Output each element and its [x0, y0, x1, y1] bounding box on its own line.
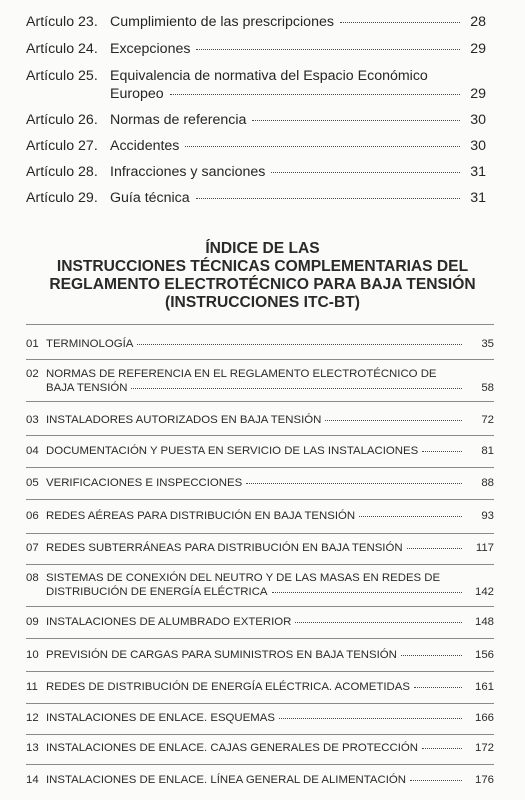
dot-leader — [252, 120, 460, 121]
itc-number: 03 — [26, 414, 39, 426]
divider — [26, 764, 494, 765]
divider — [26, 703, 494, 704]
itc-entry-14[interactable] — [26, 773, 494, 787]
page-number: 35 — [481, 338, 494, 350]
itc-number: 05 — [26, 477, 39, 489]
itc-number: 10 — [26, 649, 39, 661]
dot-leader — [410, 780, 462, 781]
page-number: 88 — [481, 477, 494, 489]
divider — [26, 638, 494, 639]
divider — [26, 564, 494, 565]
toc-entry-article-28[interactable] — [26, 163, 486, 181]
toc-entry-article-26[interactable] — [26, 111, 486, 129]
itc-title: INSTALADORES AUTORIZADOS EN BAJA TENSIÓN — [46, 414, 322, 426]
page-number: 28 — [470, 14, 486, 30]
itc-title: PREVISIÓN DE CARGAS PARA SUMINISTROS EN BAJA TENSIÓN — [46, 649, 397, 661]
toc-entry-article-24[interactable] — [26, 40, 486, 58]
page-number: 172 — [474, 742, 494, 754]
heading-line-1: ÍNDICE DE LAS — [205, 240, 320, 257]
article-title: Excepciones — [110, 41, 191, 57]
dot-leader — [422, 451, 462, 452]
divider — [26, 499, 494, 500]
dot-leader — [170, 94, 460, 95]
dot-leader — [272, 592, 462, 593]
article-title: Normas de referencia — [110, 112, 247, 128]
itc-title: INSTALACIONES DE ENLACE. LÍNEA GENERAL DE ALIMENTACIÓN — [46, 774, 406, 786]
itc-number: 02 — [26, 368, 39, 380]
itc-entry-10[interactable] — [26, 648, 494, 662]
itc-number: 09 — [26, 616, 39, 628]
dot-leader — [359, 516, 462, 517]
dot-leader — [414, 687, 462, 688]
article-number: Artículo 26. — [26, 112, 98, 128]
itc-number: 04 — [26, 445, 39, 457]
itc-title: INSTALACIONES DE ENLACE. ESQUEMAS — [46, 712, 275, 724]
itc-title-line2: DISTRIBUCIÓN DE ENERGÍA ELÉCTRICA — [46, 586, 268, 598]
page-number: 30 — [470, 112, 486, 128]
itc-title: REDES SUBTERRÁNEAS PARA DISTRIBUCIÓN EN BAJA TENSIÓN — [46, 542, 403, 554]
page-number: 58 — [481, 382, 494, 394]
article-title: Infracciones y sanciones — [110, 164, 266, 180]
dot-leader — [279, 718, 462, 719]
itc-number: 11 — [26, 681, 38, 693]
itc-title: VERIFICACIONES E INSPECCIONES — [46, 477, 243, 489]
article-number: Artículo 24. — [26, 41, 98, 57]
page-number: 31 — [470, 190, 486, 206]
divider — [26, 606, 494, 607]
dot-leader — [422, 748, 462, 749]
itc-entry-03[interactable] — [26, 413, 494, 427]
heading-line-4: (INSTRUCCIONES ITC-BT) — [165, 294, 360, 311]
itc-number: 12 — [26, 712, 39, 724]
page-number: 117 — [475, 542, 494, 554]
divider — [26, 734, 494, 735]
page-number: 156 — [474, 649, 494, 661]
dot-leader — [407, 548, 462, 549]
dot-leader — [196, 49, 460, 50]
page-number: 30 — [470, 138, 486, 154]
itc-entry-01[interactable] — [26, 337, 494, 351]
dot-leader — [340, 22, 460, 23]
heading-line-3: REGLAMENTO ELECTROTÉCNICO PARA BAJA TENSIÓN — [49, 276, 476, 293]
toc-entry-article-27[interactable] — [26, 137, 486, 155]
dot-leader — [137, 344, 462, 345]
itc-entry-05[interactable] — [26, 476, 494, 490]
page-number: 29 — [470, 86, 486, 102]
itc-title: REDES DE DISTRIBUCIÓN DE ENERGÍA ELÉCTRICA. ACOMETIDAS — [46, 681, 410, 693]
article-title: Guía técnica — [110, 190, 190, 206]
page-number: 176 — [474, 774, 494, 786]
dot-leader — [196, 198, 460, 199]
index-heading — [0, 240, 525, 312]
itc-entry-08[interactable] — [26, 571, 494, 599]
article-number: Artículo 28. — [26, 164, 98, 180]
dot-leader — [131, 388, 462, 389]
toc-entry-article-25[interactable] — [26, 67, 486, 103]
itc-entry-04[interactable] — [26, 444, 494, 458]
dot-leader — [295, 622, 462, 623]
itc-entry-02[interactable] — [26, 367, 494, 395]
dot-leader — [401, 655, 462, 656]
article-number: Artículo 25. — [26, 68, 98, 84]
article-title: Cumplimiento de las prescripciones — [110, 14, 334, 30]
page-number: 161 — [474, 681, 494, 693]
heading-line-2: INSTRUCCIONES TÉCNICAS COMPLEMENTARIAS DEL — [56, 258, 469, 275]
itc-entry-09[interactable] — [26, 615, 494, 629]
divider — [26, 435, 494, 436]
page-number: 93 — [481, 510, 494, 522]
itc-entry-13[interactable] — [26, 741, 494, 755]
itc-entry-12[interactable] — [26, 711, 494, 725]
dot-leader — [271, 172, 460, 173]
itc-title-line2: BAJA TENSIÓN — [46, 382, 128, 394]
article-number: Artículo 23. — [26, 14, 98, 30]
dot-leader — [185, 146, 460, 147]
itc-title: INSTALACIONES DE ALUMBRADO EXTERIOR — [46, 616, 292, 628]
itc-title: INSTALACIONES DE ENLACE. CAJAS GENERALES DE PROTECCIÓN — [46, 742, 418, 754]
article-title-line1: Equivalencia de normativa del Espacio Económico — [110, 68, 428, 84]
page-number: 72 — [481, 414, 494, 426]
divider — [26, 533, 494, 534]
divider — [26, 359, 494, 360]
itc-entry-11[interactable] — [26, 680, 494, 694]
toc-entry-article-29[interactable] — [26, 189, 486, 207]
itc-title: DOCUMENTACIÓN Y PUESTA EN SERVICIO DE LAS INSTALACIONES — [46, 445, 419, 457]
divider — [26, 671, 494, 672]
dot-leader — [325, 420, 462, 421]
itc-title: REDES AÉREAS PARA DISTRIBUCIÓN EN BAJA TENSIÓN — [46, 510, 356, 522]
itc-number: 01 — [26, 338, 39, 350]
page-number: 81 — [481, 445, 494, 457]
page-number: 142 — [474, 586, 494, 598]
page-number: 166 — [474, 712, 494, 724]
article-title-line2: Europeo — [110, 86, 164, 102]
itc-title-line1: SISTEMAS DE CONEXIÓN DEL NEUTRO Y DE LAS MASAS EN REDES DE — [46, 572, 441, 584]
dot-leader — [246, 483, 462, 484]
itc-number: 06 — [26, 510, 39, 522]
divider — [26, 401, 494, 402]
page-number: 29 — [470, 41, 486, 57]
article-title: Accidentes — [110, 138, 180, 154]
divider — [26, 324, 494, 325]
itc-number: 08 — [26, 572, 39, 584]
itc-number: 14 — [26, 774, 39, 786]
article-number: Artículo 27. — [26, 138, 98, 154]
itc-entry-06[interactable] — [26, 509, 494, 523]
itc-title-line1: NORMAS DE REFERENCIA EN EL REGLAMENTO ELECTROTÉCNICO DE — [46, 368, 437, 380]
itc-title: TERMINOLOGÍA — [46, 338, 134, 350]
page-number: 148 — [474, 616, 494, 628]
article-number: Artículo 29. — [26, 190, 98, 206]
page-number: 31 — [470, 164, 486, 180]
divider — [26, 467, 494, 468]
itc-entry-07[interactable] — [26, 541, 494, 555]
toc-entry-article-23[interactable] — [26, 13, 486, 31]
itc-number: 13 — [26, 742, 39, 754]
itc-number: 07 — [26, 542, 39, 554]
